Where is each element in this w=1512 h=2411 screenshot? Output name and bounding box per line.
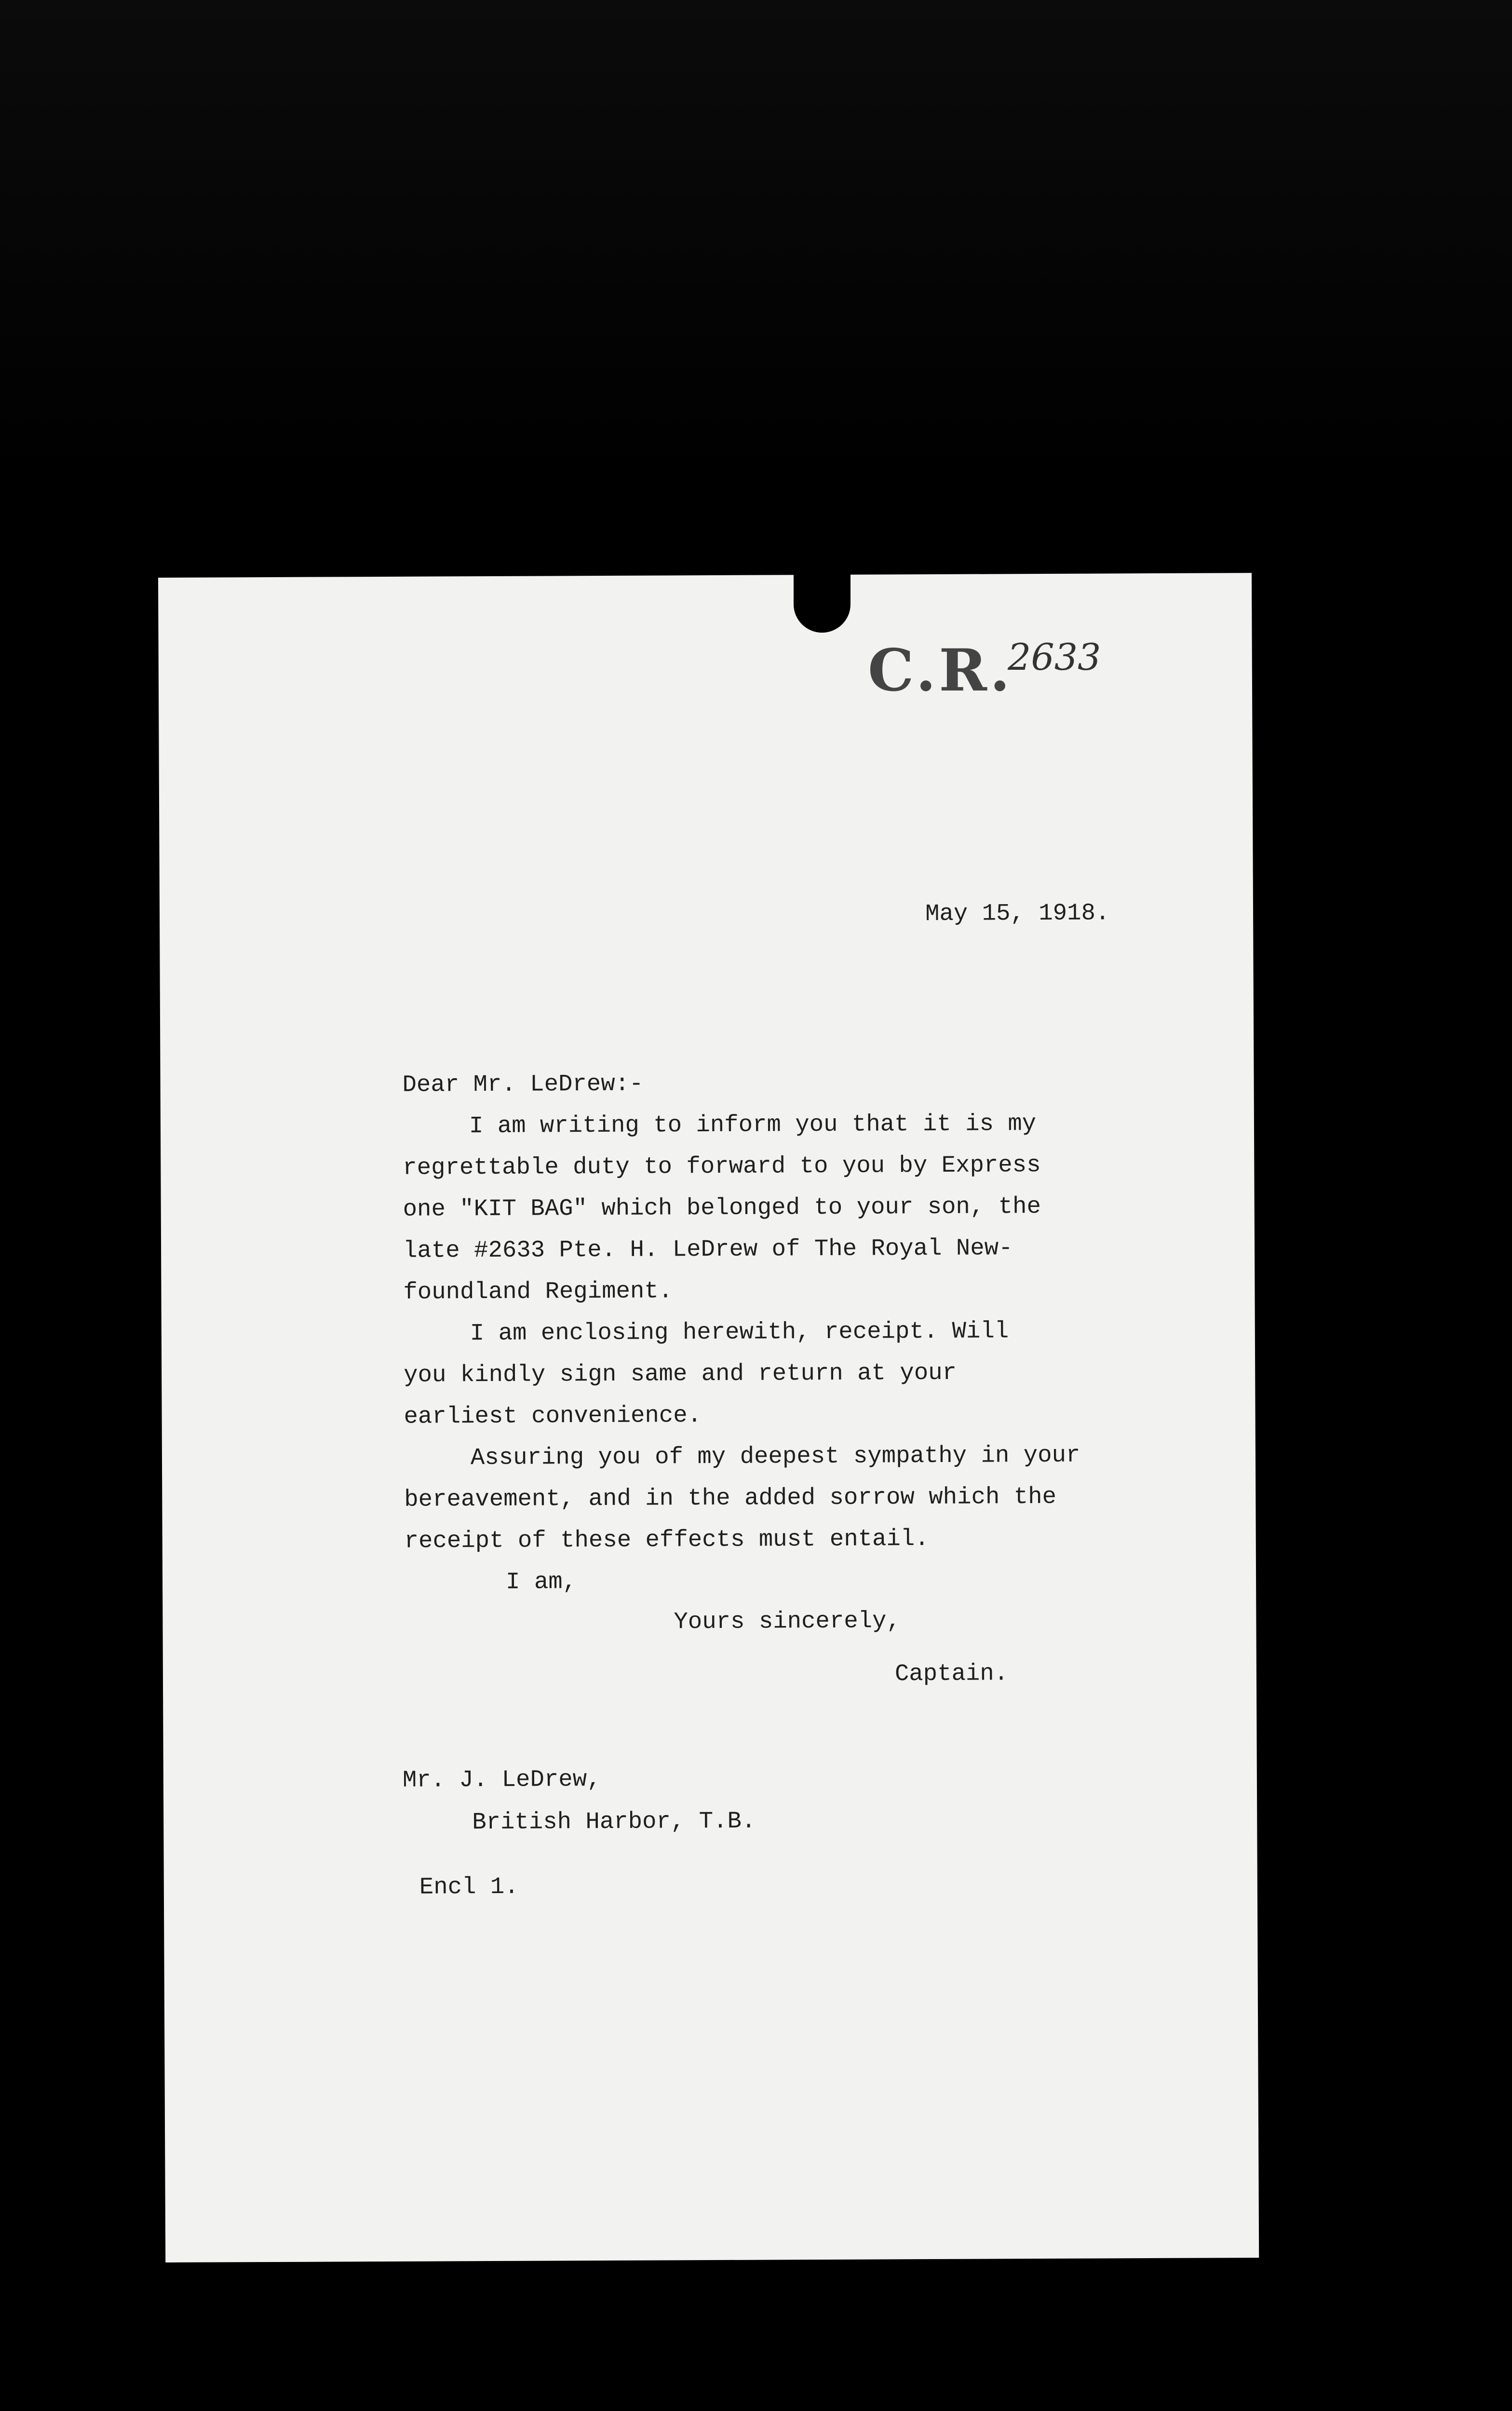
body-line-8: earliest convenience. [404,1402,702,1430]
closing-yours: Yours sincerely, [674,1607,901,1636]
body-line-1: I am writing to inform you that it is my [469,1110,1037,1140]
cr-stamp: C.R. [868,637,1013,704]
closing-i-am: I am, [505,1568,577,1596]
body-line-3: one "KIT BAG" which belonged to your son, the [403,1193,1041,1223]
body-line-5: foundland Regiment. [403,1277,673,1306]
punch-hole [794,565,850,633]
body-line-6: I am enclosing herewith, receipt. Will [470,1317,1009,1347]
body-line-9: Assuring you of my deepest sympathy in your [470,1441,1080,1472]
body-line-4: late #2633 Pte. H. LeDrew of The Royal New- [403,1234,1013,1264]
scan-background [0,0,1512,482]
handwritten-file-number: 2633 [1008,636,1101,678]
salutation: Dear Mr. LeDrew:- [402,1070,644,1098]
addressee-name: Mr. J. LeDrew, [402,1766,601,1794]
letter-page [158,573,1259,2262]
body-line-2: regrettable duty to forward to you by Express [403,1151,1041,1181]
signature-title: Captain. [894,1660,1009,1688]
letter-date: May 15, 1918. [925,899,1110,928]
enclosure-note: Encl 1. [419,1873,519,1901]
body-line-7: you kindly sign same and return at your [404,1359,957,1389]
addressee-place: British Harbor, T.B. [472,1807,756,1836]
body-line-11: receipt of these effects must entail. [404,1525,929,1555]
body-line-10: bereavement, and in the added sorrow which the [404,1483,1057,1513]
